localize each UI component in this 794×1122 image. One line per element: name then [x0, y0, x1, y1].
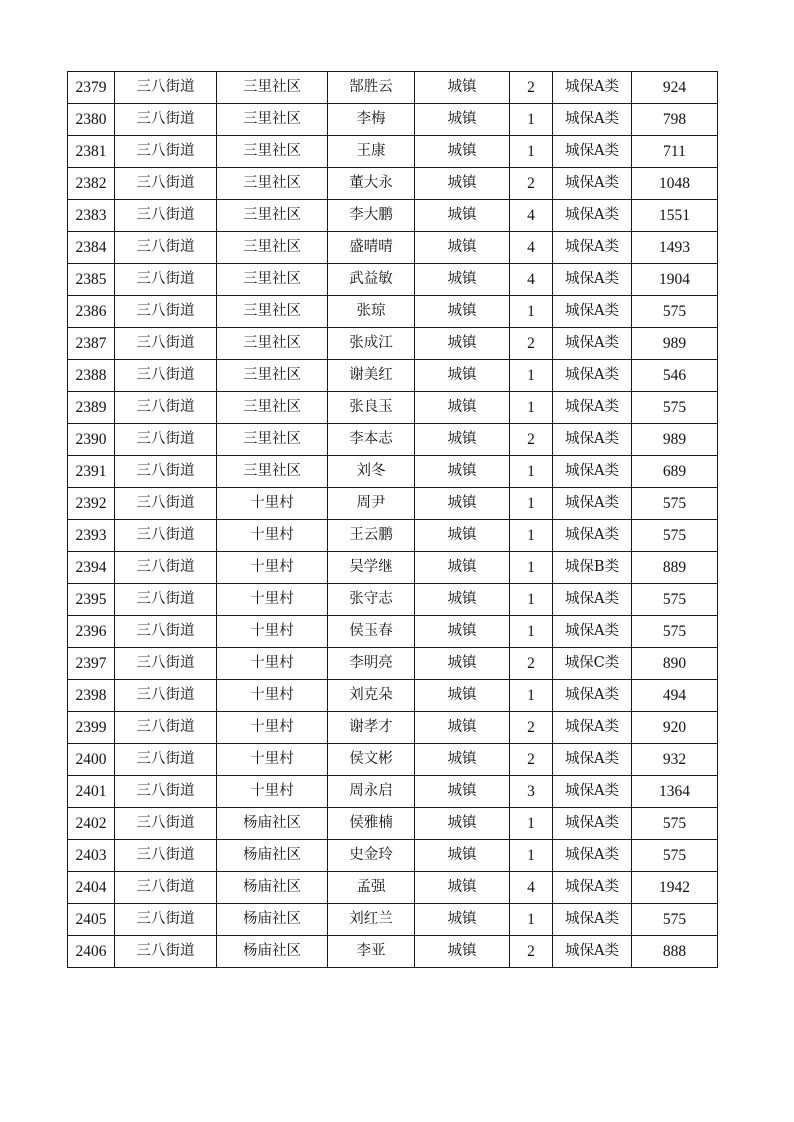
- amount-cell: 1364: [632, 776, 718, 808]
- street-cell: 三八街道: [115, 648, 217, 680]
- category-cell: 城保A类: [553, 104, 632, 136]
- street-cell: 三八街道: [115, 200, 217, 232]
- seq-no-cell: 2405: [68, 904, 115, 936]
- residence-type-cell: 城镇: [415, 520, 510, 552]
- category-cell: 城保A类: [553, 328, 632, 360]
- seq-no-cell: 2397: [68, 648, 115, 680]
- household-size-cell: 1: [510, 904, 553, 936]
- name-cell: 张琼: [328, 296, 415, 328]
- table-row: [68, 136, 718, 168]
- household-size-cell: 2: [510, 328, 553, 360]
- street-cell: 三八街道: [115, 328, 217, 360]
- street-cell: 三八街道: [115, 360, 217, 392]
- category-cell: 城保A类: [553, 200, 632, 232]
- table-row: [68, 328, 718, 360]
- household-size-cell: 1: [510, 520, 553, 552]
- category-cell: 城保A类: [553, 456, 632, 488]
- street-cell: 三八街道: [115, 232, 217, 264]
- seq-no-cell: 2395: [68, 584, 115, 616]
- name-cell: 董大永: [328, 168, 415, 200]
- category-cell: 城保A类: [553, 296, 632, 328]
- seq-no-cell: 2389: [68, 392, 115, 424]
- residence-type-cell: 城镇: [415, 264, 510, 296]
- amount-cell: 1493: [632, 232, 718, 264]
- category-cell: 城保A类: [553, 616, 632, 648]
- table-row: [68, 488, 718, 520]
- household-size-cell: 2: [510, 712, 553, 744]
- community-cell: 十里村: [217, 776, 328, 808]
- category-cell: 城保A类: [553, 232, 632, 264]
- community-cell: 三里社区: [217, 456, 328, 488]
- seq-no-cell: 2385: [68, 264, 115, 296]
- household-size-cell: 1: [510, 456, 553, 488]
- residence-type-cell: 城镇: [415, 776, 510, 808]
- residence-type-cell: 城镇: [415, 392, 510, 424]
- amount-cell: 932: [632, 744, 718, 776]
- seq-no-cell: 2390: [68, 424, 115, 456]
- seq-no-cell: 2401: [68, 776, 115, 808]
- residence-type-cell: 城镇: [415, 808, 510, 840]
- household-size-cell: 4: [510, 872, 553, 904]
- residence-type-cell: 城镇: [415, 72, 510, 104]
- category-cell: 城保A类: [553, 72, 632, 104]
- residence-type-cell: 城镇: [415, 200, 510, 232]
- household-size-cell: 2: [510, 744, 553, 776]
- table-row: [68, 200, 718, 232]
- category-cell: 城保A类: [553, 808, 632, 840]
- community-cell: 十里村: [217, 744, 328, 776]
- amount-cell: 711: [632, 136, 718, 168]
- name-cell: 谢美红: [328, 360, 415, 392]
- street-cell: 三八街道: [115, 616, 217, 648]
- residence-type-cell: 城镇: [415, 296, 510, 328]
- category-cell: 城保A类: [553, 904, 632, 936]
- category-cell: 城保A类: [553, 872, 632, 904]
- amount-cell: 575: [632, 616, 718, 648]
- household-size-cell: 4: [510, 200, 553, 232]
- street-cell: 三八街道: [115, 392, 217, 424]
- household-size-cell: 4: [510, 232, 553, 264]
- seq-no-cell: 2394: [68, 552, 115, 584]
- table-row: [68, 104, 718, 136]
- name-cell: 王云鹏: [328, 520, 415, 552]
- amount-cell: 924: [632, 72, 718, 104]
- community-cell: 十里村: [217, 488, 328, 520]
- amount-cell: 575: [632, 904, 718, 936]
- street-cell: 三八街道: [115, 136, 217, 168]
- household-size-cell: 1: [510, 136, 553, 168]
- amount-cell: 575: [632, 840, 718, 872]
- table-row: [68, 296, 718, 328]
- street-cell: 三八街道: [115, 456, 217, 488]
- amount-cell: 989: [632, 424, 718, 456]
- amount-cell: 575: [632, 392, 718, 424]
- category-cell: 城保A类: [553, 360, 632, 392]
- street-cell: 三八街道: [115, 712, 217, 744]
- household-size-cell: 1: [510, 552, 553, 584]
- residence-type-cell: 城镇: [415, 456, 510, 488]
- community-cell: 三里社区: [217, 200, 328, 232]
- table-row: [68, 712, 718, 744]
- community-cell: 十里村: [217, 584, 328, 616]
- street-cell: 三八街道: [115, 744, 217, 776]
- community-cell: 十里村: [217, 712, 328, 744]
- street-cell: 三八街道: [115, 104, 217, 136]
- household-size-cell: 1: [510, 360, 553, 392]
- street-cell: 三八街道: [115, 936, 217, 968]
- residence-type-cell: 城镇: [415, 744, 510, 776]
- household-size-cell: 2: [510, 168, 553, 200]
- name-cell: 周尹: [328, 488, 415, 520]
- residence-type-cell: 城镇: [415, 936, 510, 968]
- name-cell: 张守志: [328, 584, 415, 616]
- residence-type-cell: 城镇: [415, 424, 510, 456]
- residence-type-cell: 城镇: [415, 488, 510, 520]
- amount-cell: 989: [632, 328, 718, 360]
- seq-no-cell: 2388: [68, 360, 115, 392]
- household-size-cell: 4: [510, 264, 553, 296]
- seq-no-cell: 2382: [68, 168, 115, 200]
- amount-cell: 890: [632, 648, 718, 680]
- seq-no-cell: 2398: [68, 680, 115, 712]
- residence-type-cell: 城镇: [415, 360, 510, 392]
- table-row: [68, 168, 718, 200]
- name-cell: 张良玉: [328, 392, 415, 424]
- seq-no-cell: 2406: [68, 936, 115, 968]
- name-cell: 吴学继: [328, 552, 415, 584]
- category-cell: 城保A类: [553, 776, 632, 808]
- seq-no-cell: 2384: [68, 232, 115, 264]
- street-cell: 三八街道: [115, 840, 217, 872]
- name-cell: 侯玉春: [328, 616, 415, 648]
- seq-no-cell: 2403: [68, 840, 115, 872]
- category-cell: 城保A类: [553, 936, 632, 968]
- table-row: [68, 840, 718, 872]
- street-cell: 三八街道: [115, 552, 217, 584]
- community-cell: 十里村: [217, 552, 328, 584]
- community-cell: 三里社区: [217, 296, 328, 328]
- household-size-cell: 1: [510, 808, 553, 840]
- community-cell: 三里社区: [217, 424, 328, 456]
- community-cell: 三里社区: [217, 328, 328, 360]
- amount-cell: 546: [632, 360, 718, 392]
- category-cell: 城保A类: [553, 488, 632, 520]
- seq-no-cell: 2379: [68, 72, 115, 104]
- amount-cell: 920: [632, 712, 718, 744]
- residence-type-cell: 城镇: [415, 168, 510, 200]
- seq-no-cell: 2399: [68, 712, 115, 744]
- amount-cell: 798: [632, 104, 718, 136]
- name-cell: 王康: [328, 136, 415, 168]
- table-row: [68, 392, 718, 424]
- name-cell: 李明亮: [328, 648, 415, 680]
- household-size-cell: 1: [510, 680, 553, 712]
- street-cell: 三八街道: [115, 776, 217, 808]
- street-cell: 三八街道: [115, 520, 217, 552]
- amount-cell: 575: [632, 520, 718, 552]
- community-cell: 十里村: [217, 616, 328, 648]
- category-cell: 城保A类: [553, 424, 632, 456]
- household-size-cell: 2: [510, 72, 553, 104]
- street-cell: 三八街道: [115, 424, 217, 456]
- category-cell: 城保A类: [553, 680, 632, 712]
- street-cell: 三八街道: [115, 168, 217, 200]
- name-cell: 孟强: [328, 872, 415, 904]
- name-cell: 盛晴晴: [328, 232, 415, 264]
- residence-type-cell: 城镇: [415, 584, 510, 616]
- street-cell: 三八街道: [115, 872, 217, 904]
- category-cell: 城保C类: [553, 648, 632, 680]
- category-cell: 城保A类: [553, 840, 632, 872]
- residence-type-cell: 城镇: [415, 648, 510, 680]
- table-row: [68, 936, 718, 968]
- community-cell: 三里社区: [217, 264, 328, 296]
- name-cell: 周永启: [328, 776, 415, 808]
- name-cell: 郜胜云: [328, 72, 415, 104]
- table-row: [68, 72, 718, 104]
- household-size-cell: 1: [510, 392, 553, 424]
- community-cell: 十里村: [217, 520, 328, 552]
- community-cell: 三里社区: [217, 168, 328, 200]
- residence-type-cell: 城镇: [415, 136, 510, 168]
- seq-no-cell: 2393: [68, 520, 115, 552]
- residence-type-cell: 城镇: [415, 552, 510, 584]
- community-cell: 十里村: [217, 648, 328, 680]
- amount-cell: 575: [632, 808, 718, 840]
- seq-no-cell: 2391: [68, 456, 115, 488]
- community-cell: 三里社区: [217, 232, 328, 264]
- residence-type-cell: 城镇: [415, 712, 510, 744]
- household-size-cell: 2: [510, 648, 553, 680]
- category-cell: 城保A类: [553, 584, 632, 616]
- seq-no-cell: 2404: [68, 872, 115, 904]
- table-row: [68, 648, 718, 680]
- name-cell: 刘冬: [328, 456, 415, 488]
- residence-type-cell: 城镇: [415, 616, 510, 648]
- amount-cell: 888: [632, 936, 718, 968]
- category-cell: 城保B类: [553, 552, 632, 584]
- community-cell: 杨庙社区: [217, 872, 328, 904]
- category-cell: 城保A类: [553, 264, 632, 296]
- seq-no-cell: 2392: [68, 488, 115, 520]
- household-size-cell: 1: [510, 616, 553, 648]
- community-cell: 杨庙社区: [217, 840, 328, 872]
- community-cell: 三里社区: [217, 360, 328, 392]
- seq-no-cell: 2402: [68, 808, 115, 840]
- table-row: [68, 360, 718, 392]
- household-size-cell: 2: [510, 424, 553, 456]
- name-cell: 李亚: [328, 936, 415, 968]
- household-size-cell: 1: [510, 488, 553, 520]
- amount-cell: 689: [632, 456, 718, 488]
- category-cell: 城保A类: [553, 136, 632, 168]
- amount-cell: 575: [632, 488, 718, 520]
- table-row: [68, 680, 718, 712]
- name-cell: 侯雅楠: [328, 808, 415, 840]
- table-row: [68, 264, 718, 296]
- community-cell: 三里社区: [217, 392, 328, 424]
- name-cell: 李本志: [328, 424, 415, 456]
- community-cell: 十里村: [217, 680, 328, 712]
- residence-type-cell: 城镇: [415, 840, 510, 872]
- amount-cell: 1942: [632, 872, 718, 904]
- street-cell: 三八街道: [115, 488, 217, 520]
- name-cell: 张成江: [328, 328, 415, 360]
- street-cell: 三八街道: [115, 296, 217, 328]
- category-cell: 城保A类: [553, 392, 632, 424]
- roster-table: [67, 71, 718, 968]
- street-cell: 三八街道: [115, 680, 217, 712]
- seq-no-cell: 2383: [68, 200, 115, 232]
- table-row: [68, 552, 718, 584]
- seq-no-cell: 2387: [68, 328, 115, 360]
- community-cell: 三里社区: [217, 136, 328, 168]
- community-cell: 三里社区: [217, 104, 328, 136]
- residence-type-cell: 城镇: [415, 328, 510, 360]
- name-cell: 李梅: [328, 104, 415, 136]
- community-cell: 三里社区: [217, 72, 328, 104]
- table-row: [68, 904, 718, 936]
- household-size-cell: 1: [510, 296, 553, 328]
- community-cell: 杨庙社区: [217, 808, 328, 840]
- street-cell: 三八街道: [115, 904, 217, 936]
- table-row: [68, 776, 718, 808]
- amount-cell: 575: [632, 296, 718, 328]
- amount-cell: 1048: [632, 168, 718, 200]
- community-cell: 杨庙社区: [217, 936, 328, 968]
- table-row: [68, 232, 718, 264]
- seq-no-cell: 2386: [68, 296, 115, 328]
- roster-body: [68, 72, 718, 968]
- street-cell: 三八街道: [115, 72, 217, 104]
- household-size-cell: 1: [510, 584, 553, 616]
- street-cell: 三八街道: [115, 584, 217, 616]
- table-row: [68, 808, 718, 840]
- seq-no-cell: 2381: [68, 136, 115, 168]
- name-cell: 武益敏: [328, 264, 415, 296]
- category-cell: 城保A类: [553, 744, 632, 776]
- name-cell: 刘红兰: [328, 904, 415, 936]
- name-cell: 谢孝才: [328, 712, 415, 744]
- table-row: [68, 872, 718, 904]
- amount-cell: 889: [632, 552, 718, 584]
- amount-cell: 575: [632, 584, 718, 616]
- seq-no-cell: 2396: [68, 616, 115, 648]
- household-size-cell: 2: [510, 936, 553, 968]
- residence-type-cell: 城镇: [415, 872, 510, 904]
- residence-type-cell: 城镇: [415, 232, 510, 264]
- residence-type-cell: 城镇: [415, 104, 510, 136]
- community-cell: 杨庙社区: [217, 904, 328, 936]
- table-row: [68, 520, 718, 552]
- table-row: [68, 456, 718, 488]
- table-row: [68, 584, 718, 616]
- residence-type-cell: 城镇: [415, 680, 510, 712]
- name-cell: 侯文彬: [328, 744, 415, 776]
- name-cell: 李大鹏: [328, 200, 415, 232]
- amount-cell: 1551: [632, 200, 718, 232]
- household-size-cell: 3: [510, 776, 553, 808]
- street-cell: 三八街道: [115, 808, 217, 840]
- category-cell: 城保A类: [553, 168, 632, 200]
- table-row: [68, 616, 718, 648]
- street-cell: 三八街道: [115, 264, 217, 296]
- seq-no-cell: 2400: [68, 744, 115, 776]
- table-row: [68, 744, 718, 776]
- table-row: [68, 424, 718, 456]
- name-cell: 史金玲: [328, 840, 415, 872]
- amount-cell: 1904: [632, 264, 718, 296]
- household-size-cell: 1: [510, 104, 553, 136]
- amount-cell: 494: [632, 680, 718, 712]
- household-size-cell: 1: [510, 840, 553, 872]
- name-cell: 刘克朵: [328, 680, 415, 712]
- seq-no-cell: 2380: [68, 104, 115, 136]
- residence-type-cell: 城镇: [415, 904, 510, 936]
- category-cell: 城保A类: [553, 520, 632, 552]
- category-cell: 城保A类: [553, 712, 632, 744]
